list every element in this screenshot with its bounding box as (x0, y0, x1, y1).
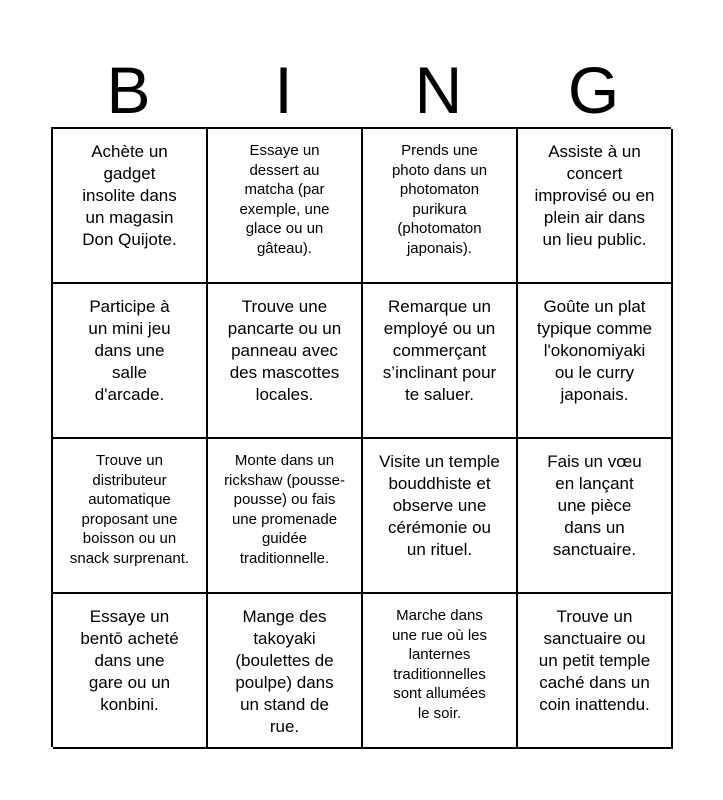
cell-text: Assiste à un concert improvisé ou en plein air dans un lieu public. (534, 142, 655, 249)
bingo-cell[interactable] (363, 284, 518, 439)
bingo-cell[interactable] (208, 439, 363, 594)
bingo-cell[interactable] (363, 129, 518, 284)
bingo-cell[interactable] (363, 594, 518, 749)
bingo-cell[interactable] (208, 129, 363, 284)
cell-text: Trouve une pancarte ou un panneau avec des mascottes locales. (227, 297, 342, 404)
bingo-header (51, 52, 671, 128)
header-letter-b: B (106, 53, 151, 127)
bingo-cell[interactable] (518, 594, 673, 749)
bingo-cell[interactable] (53, 284, 208, 439)
bingo-board (51, 127, 671, 747)
bingo-cell[interactable] (518, 129, 673, 284)
cell-text: Trouve un sanctuaire ou un petit temple caché dans un coin inattendu. (538, 607, 651, 714)
bingo-cell[interactable] (518, 284, 673, 439)
cell-text: Marche dans une rue où les lanternes traditionnelles sont allumées le soir. (391, 607, 488, 722)
header-letter-i: I (274, 53, 293, 127)
bingo-cell[interactable] (53, 129, 208, 284)
cell-text: Essaye un bentō acheté dans une gare ou un konbini. (80, 607, 179, 714)
cell-text: Visite un temple bouddhiste et observe une cérémonie ou un rituel. (379, 452, 500, 559)
cell-text: Essaye un dessert au matcha (par exemple, une glace ou un gâteau). (239, 142, 330, 257)
cell-text: Participe à un mini jeu dans une salle d'arcade. (88, 297, 171, 404)
cell-text: Achète un gadget insolite dans un magasin Don Quijote. (82, 142, 177, 249)
cell-text: Goûte un plat typique comme l'okonomiyaki ou le curry japonais. (536, 297, 653, 404)
bingo-cell[interactable] (53, 439, 208, 594)
bingo-cell[interactable] (53, 594, 208, 749)
bingo-cell[interactable] (208, 284, 363, 439)
cell-text: Remarque un employé ou un commerçant s’inclinant pour te saluer. (382, 297, 497, 404)
cell-text: Trouve un distributeur automatique proposant une boisson ou un snack surprenant. (69, 452, 190, 567)
bingo-cell[interactable] (208, 594, 363, 749)
cell-text: Monte dans un rickshaw (pousse- pousse) ou fais une promenade guidée traditionnelle. (224, 452, 345, 567)
cell-text: Mange des takoyaki (boulettes de poulpe) dans un stand de rue. (235, 607, 334, 736)
bingo-cell[interactable] (518, 439, 673, 594)
header-letter-g: G (567, 53, 620, 127)
bingo-cell[interactable] (363, 439, 518, 594)
cell-text: Fais un vœu en lançant une pièce dans un sanctuaire. (547, 452, 642, 559)
cell-text: Prends une photo dans un photomaton purikura (photomaton japonais). (391, 142, 488, 257)
header-letter-n: N (414, 53, 463, 127)
